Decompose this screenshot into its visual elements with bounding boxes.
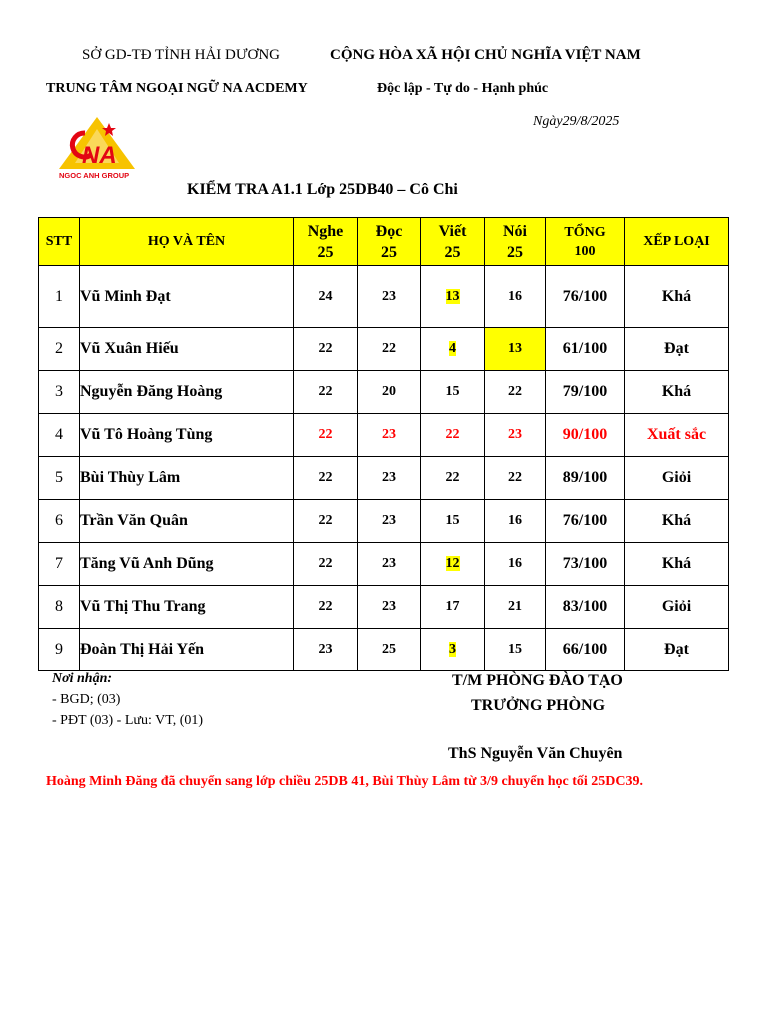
cell-doc: 23 [358,414,421,457]
cell-stt: 3 [39,371,80,414]
cell-viet [421,629,485,671]
header-nghe-label: Nghe [307,222,344,240]
cell-noi: 22 [485,457,546,500]
cell-name: Vũ Thị Thu Trang [80,586,294,629]
cell-doc: 23 [358,457,421,500]
svg-text:NA: NA [82,142,117,169]
recipient-line: - BGD; (03) [52,692,121,707]
table-row [39,629,729,671]
viet-score-highlight: 3 [449,641,456,657]
viet-score-highlight: 13 [445,288,460,304]
cell-nghe: 23 [294,629,358,671]
cell-name: Vũ Xuân Hiếu [80,328,294,371]
header-tong [546,218,625,266]
table-row [39,457,729,500]
header-viet-label: Viết [438,222,467,240]
cell-total: 90/100 [546,414,625,457]
cell-name: Nguyễn Đăng Hoàng [80,371,294,414]
cell-rank: Khá [625,266,729,328]
cell-stt: 7 [39,543,80,586]
cell-doc: 23 [358,266,421,328]
cell-name: Tăng Vũ Anh Dũng [80,543,294,586]
cell-rank: Giỏi [625,457,729,500]
cell-noi: 16 [485,543,546,586]
cell-name: Trần Văn Quân [80,500,294,543]
header-nghe [294,218,358,266]
center-name: TRUNG TÂM NGOẠI NGỮ NA ACDEMY [46,81,308,96]
cell-doc: 22 [358,328,421,371]
cell-rank: Giỏi [625,586,729,629]
cell-nghe: 24 [294,266,358,328]
ngoc-anh-group-logo [55,115,139,181]
cell-name: Vũ Tô Hoàng Tùng [80,414,294,457]
cell-name: Bùi Thùy Lâm [80,457,294,500]
transfer-note: Hoàng Minh Đăng đã chuyển sang lớp chiều 25DB 41, Bùi Thùy Lâm từ 3/9 chuyển học tối 25DC39. [46,774,644,789]
table-row [39,500,729,543]
header-noi-label: Nói [503,222,527,240]
cell-nghe: 22 [294,328,358,371]
cell-name: Đoàn Thị Hải Yến [80,629,294,671]
cell-doc: 23 [358,543,421,586]
grades-table [38,217,729,671]
cell-stt: 9 [39,629,80,671]
cell-total: 66/100 [546,629,625,671]
viet-score-highlight: 4 [449,341,456,356]
cell-viet: 15 [421,500,485,543]
cell-viet [421,328,485,371]
cell-noi: 21 [485,586,546,629]
recipient-line: - PĐT (03) - Lưu: VT, (01) [52,713,204,728]
cell-nghe: 22 [294,457,358,500]
cell-nghe: 22 [294,500,358,543]
header-viet-max: 25 [444,243,461,261]
cell-rank: Xuất sắc [625,414,729,457]
cell-total: 76/100 [546,500,625,543]
cell-noi: 15 [485,629,546,671]
header-tong-max: 100 [574,243,596,259]
cell-stt: 4 [39,414,80,457]
viet-score-highlight: 12 [445,556,460,571]
cell-total: 61/100 [546,328,625,371]
header-name: HỌ VÀ TÊN [80,218,294,266]
national-motto: Độc lập - Tự do - Hạnh phúc [377,81,549,96]
header-noi [485,218,546,266]
cell-viet: 22 [421,457,485,500]
cell-rank: Khá [625,371,729,414]
cell-noi: 13 [485,328,546,371]
recipients-title: Nơi nhận: [52,671,113,686]
cell-total: 83/100 [546,586,625,629]
signer-name: ThS Nguyễn Văn Chuyên [448,745,623,762]
cell-noi: 22 [485,371,546,414]
document-date: Ngày29/8/2025 [533,114,620,129]
cell-rank: Khá [625,543,729,586]
cell-viet [421,266,485,328]
cell-total: 79/100 [546,371,625,414]
cell-rank: Khá [625,500,729,543]
cell-stt: 5 [39,457,80,500]
table-row [39,586,729,629]
cell-noi: 23 [485,414,546,457]
cell-doc: 23 [358,586,421,629]
signature-title: T/M PHÒNG ĐÀO TẠO [452,672,623,689]
header-tong-label: TỔNG [564,224,606,240]
cell-name: Vũ Minh Đạt [80,266,294,328]
cell-noi: 16 [485,266,546,328]
national-title: CỘNG HÒA XÃ HỘI CHỦ NGHĨA VIỆT NAM [330,47,641,63]
table-row [39,328,729,371]
cell-total: 89/100 [546,457,625,500]
cell-rank: Đạt [625,629,729,671]
header-viet [421,218,485,266]
signature-role: TRƯỞNG PHÒNG [471,697,606,714]
table-row [39,543,729,586]
cell-stt: 2 [39,328,80,371]
header-nghe-max: 25 [317,243,334,261]
table-row [39,414,729,457]
cell-nghe: 22 [294,414,358,457]
cell-nghe: 22 [294,586,358,629]
cell-viet: 17 [421,586,485,629]
table-row [39,266,729,328]
cell-noi: 16 [485,500,546,543]
svg-text:NGOC ANH GROUP: NGOC ANH GROUP [59,171,130,180]
header-noi-max: 25 [507,243,523,261]
header-doc-max: 25 [381,243,397,261]
cell-nghe: 22 [294,543,358,586]
cell-viet [421,543,485,586]
header-xeploai: XẾP LOẠI [625,218,729,266]
header-doc [358,218,421,266]
cell-doc: 20 [358,371,421,414]
cell-stt: 8 [39,586,80,629]
cell-nghe: 22 [294,371,358,414]
department-name: SỞ GD-TĐ TỈNH HẢI DƯƠNG [82,47,281,63]
exam-title: KIỂM TRA A1.1 Lớp 25DB40 – Cô Chi [187,181,458,198]
cell-total: 76/100 [546,266,625,328]
cell-stt: 1 [39,266,80,328]
header-doc-label: Đọc [375,222,403,240]
table-header-row [39,218,729,266]
cell-stt: 6 [39,500,80,543]
cell-doc: 25 [358,629,421,671]
cell-viet: 15 [421,371,485,414]
header-stt: STT [39,218,80,266]
cell-total: 73/100 [546,543,625,586]
cell-rank: Đạt [625,328,729,371]
table-row [39,371,729,414]
cell-viet: 22 [421,414,485,457]
cell-doc: 23 [358,500,421,543]
